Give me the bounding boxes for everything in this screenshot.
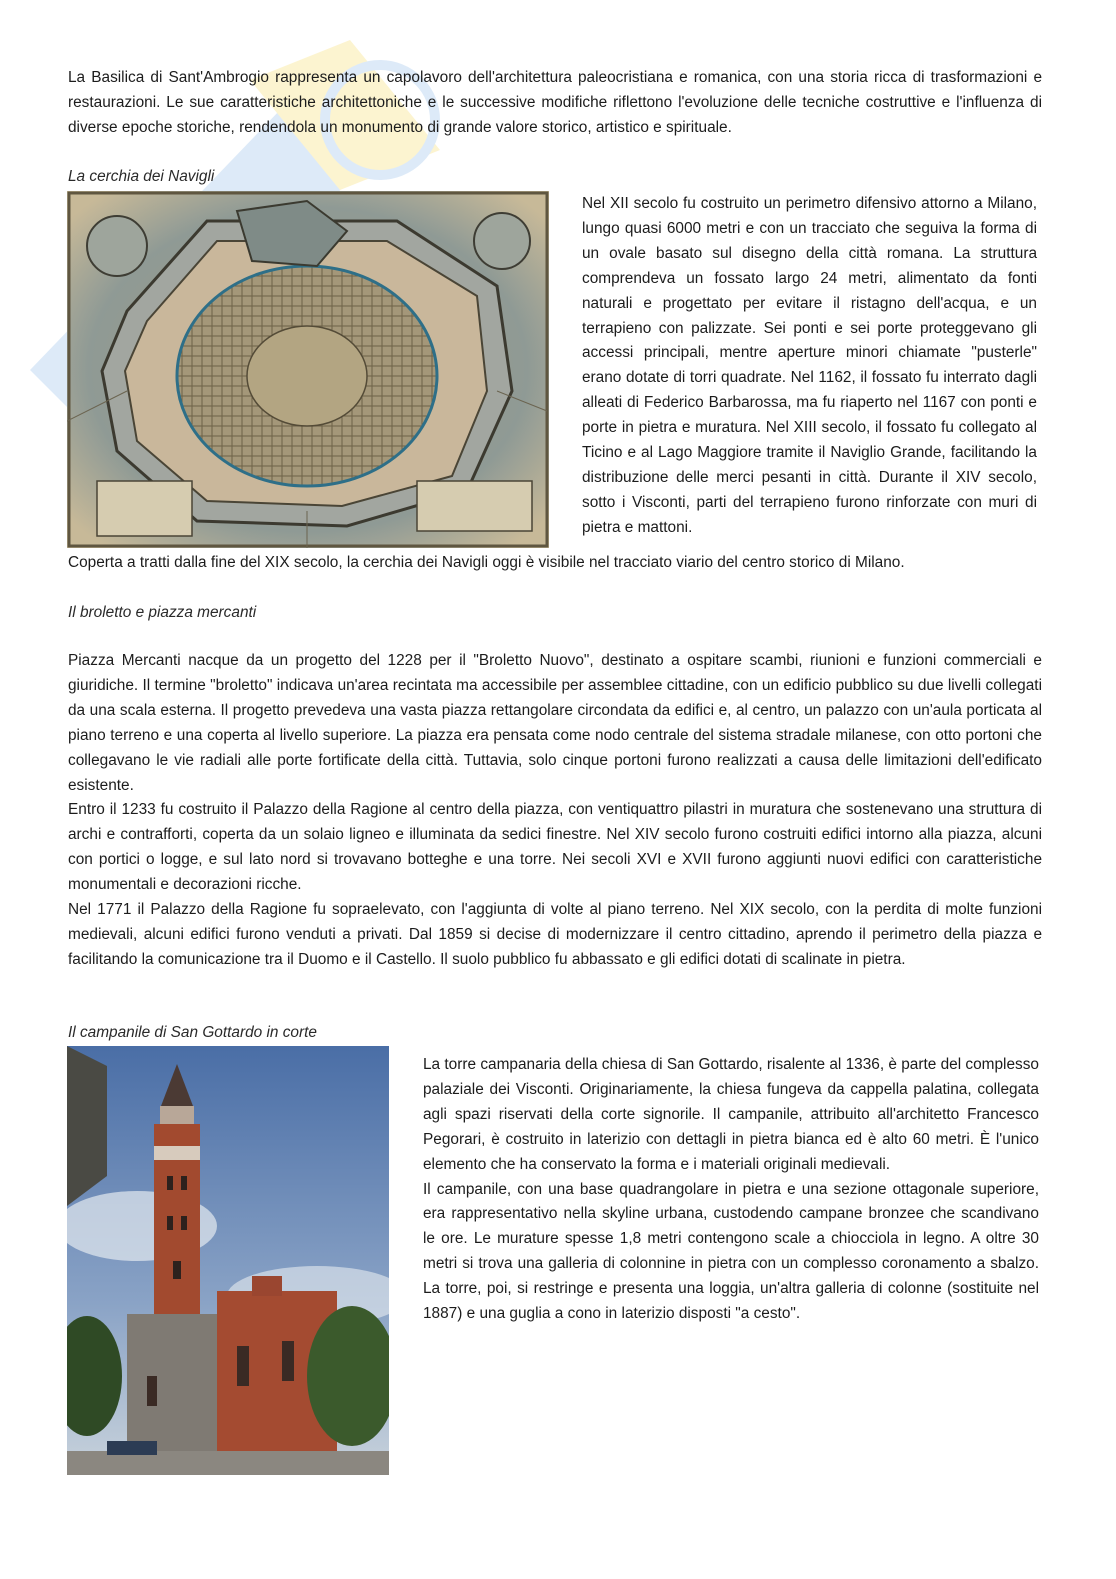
- campanile-heading: Il campanile di San Gottardo in corte: [68, 1024, 317, 1041]
- navigli-heading: La cerchia dei Navigli: [68, 168, 215, 185]
- broletto-paragraph-3: Nel 1771 il Palazzo della Ragione fu sopraelevato, con l'aggiunta di volte al piano terreno. Nel XIX secolo, con la perdita di molte funzioni medievali, alcuni edifici furono venduti a privati. Dal 1859 si decise di modernizzare il centro cittadino, aprendo il perimetro della piazza e facilitando la comunicazione tra il Duomo e il Castello. Il suolo pubblico fu abbassato e gli edifici dotati di scalinate in pietra.: [68, 901, 1042, 968]
- campanile-paragraph-1: La torre campanaria della chiesa di San Gottardo, risalente al 1336, è parte del complesso palaziale dei Visconti. Originariamente, la chiesa fungeva da cappella palatina, collegata agli spazi riservati della corte signorile. Il campanile, attribuito all'architetto Francesco Pegorari, è costruito in laterizio con dettagli in pietra bianca ed è alto 60 metri. È l'unico elemento che ha conservato la forma e i materiali originali medievali.: [423, 1056, 1039, 1173]
- broletto-paragraph-1: Piazza Mercanti nacque da un progetto del 1228 per il "Broletto Nuovo", destinato a ospitare scambi, riunioni e funzioni commerciali e giuridiche. Il termine "broletto" indicava un'area recintata ma accessibile per assemblee cittadine, con un edificio pubblico su due livelli collegati da una scala esterna. Il progetto prevedeva una vasta piazza rettangolare circondata da edifici e, al centro, un palazzo con un'aula porticata al piano terreno e una coperta al livello superiore. La piazza era pensata come nodo centrale del sistema stradale milanese, con otto portoni che collegavano le vie radiali alle porte fortificate della città. Tuttavia, solo cinque portoni furono realizzati a causa delle limitazioni dell'edificato esistente.: [68, 652, 1042, 794]
- navigli-body: Nel XII secolo fu costruito un perimetro difensivo attorno a Milano, lungo quasi 6000 metri e con un tracciato che seguiva la forma di un ovale basato sul disegno della città romana. La struttura comprendeva un fossato largo 24 metri, alimentato da fonti naturali e progettato per evitare il ristagno dell'acqua, e un terrapieno con palizzate. Sei ponti e sei porte proteggevano gli accessi principali, mentre aperture minori chiamate "pusterle" erano dotate di torri quadrate. Nel 1162, il fossato fu interrato dagli alleati di Federico Barbarossa, ma fu riaperto nel 1167 con ponti e porte in pietra e muratura. Nel XIII secolo, il fossato fu collegato al Ticino e al Lago Maggiore tramite il Naviglio Grande, facilitando la distribuzione delle merci pesanti in città. Durante il XIV secolo, sotto i Visconti, parti del terrapieno furono rinforzate con muri di pietra e mattoni.: [582, 195, 1037, 536]
- intro-paragraph: La Basilica di Sant'Ambrogio rappresenta un capolavoro dell'architettura paleocristiana e romanica, con una storia ricca di trasformazioni e restaurazioni. Le sue caratteristiche architettoniche e le successive modifiche riflettono l'evoluzione delle tecniche costruttive e l'influenza di diverse epoche storiche, rendendola un monumento di grande valore storico, artistico e spirituale.: [68, 69, 1042, 136]
- navigli-closing: Coperta a tratti dalla fine del XIX secolo, la cerchia dei Navigli oggi è visibile nel tracciato viario del centro storico di Milano.: [68, 554, 905, 571]
- campanile-paragraph-2: Il campanile, con una base quadrangolare in pietra e una sezione ottagonale superiore, era rappresentativo nella skyline urbana, custodendo campane bronzee che scandivano le ore. Le murature spesse 1,8 metri contengono scale a chiocciola in legno. A oltre 30 metri si trova una galleria di colonnine in pietra con un complesso coronamento a sbalzo. La torre, poi, si restringe e presenta una loggia, un'altra galleria di colonne (sostituite nel 1887) e una guglia a cono in laterizio disposti "a cesto".: [423, 1180, 1039, 1323]
- milan-map-image: [67, 191, 549, 548]
- campanile-photo: [67, 1046, 389, 1475]
- broletto-body: [68, 649, 1042, 973]
- broletto-paragraph-2: Entro il 1233 fu costruito il Palazzo della Ragione al centro della piazza, con ventiquattro pilastri in muratura che sostenevano una struttura di archi e contrafforti, coperta da un solaio ligneo e illuminata da sedici finestre. Nel XIV secolo furono costruiti edifici intorno alla piazza, alcuni con portici o logge, e sul lato nord si trovavano botteghe e una torre. Nei secoli XVI e XVII furono aggiunti nuovi edifici con caratteristiche monumentali e decorazioni ricche.: [68, 801, 1042, 894]
- campanile-body: [423, 1053, 1039, 1327]
- broletto-heading: Il broletto e piazza mercanti: [68, 604, 257, 621]
